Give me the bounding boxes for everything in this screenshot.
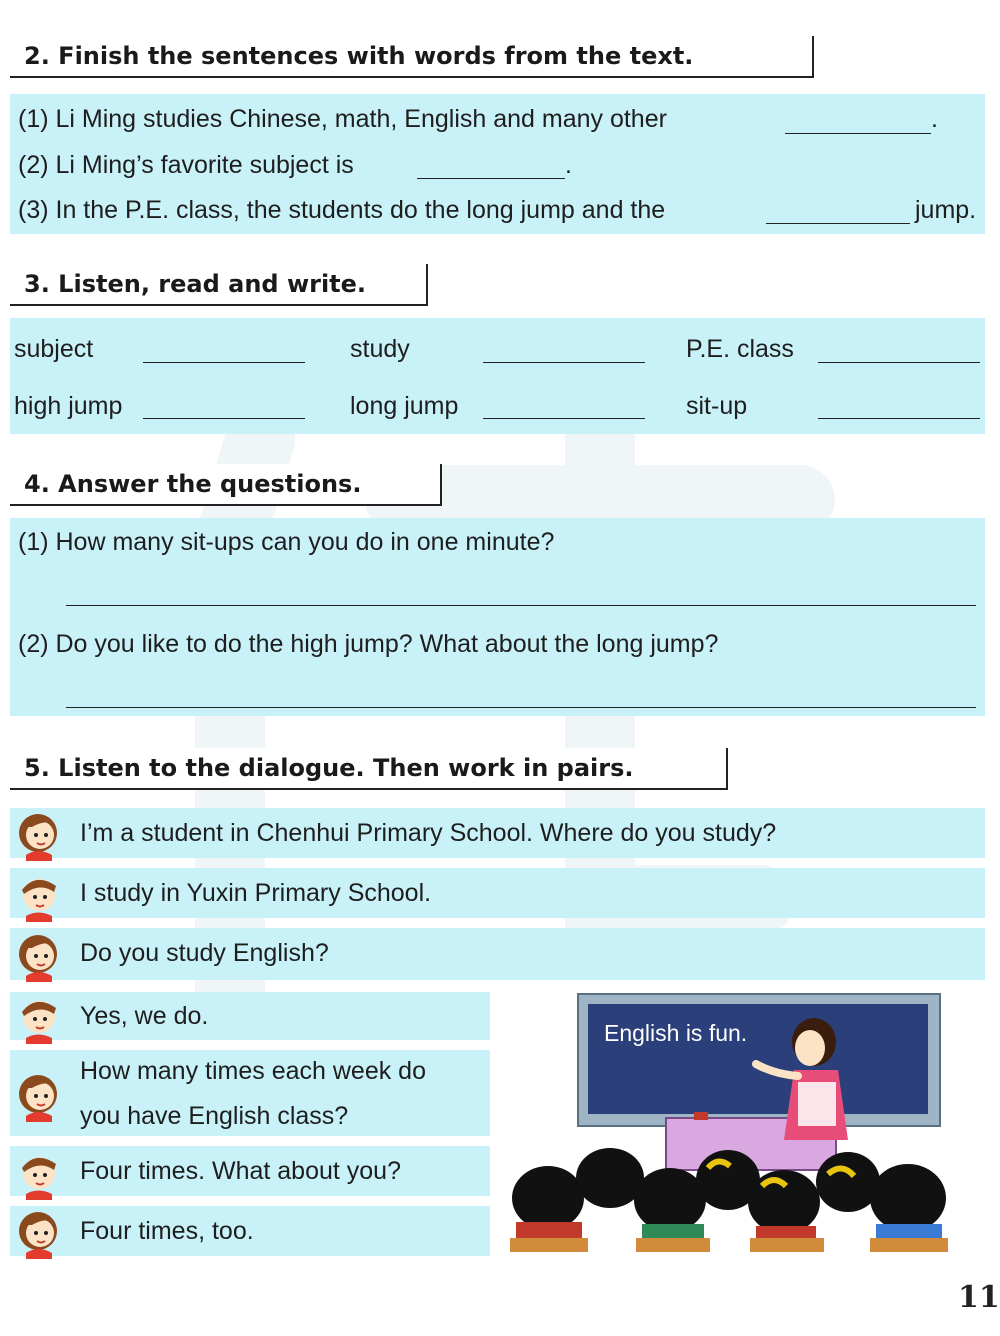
students-row <box>498 990 978 1260</box>
word-pe-class: P.E. class <box>686 335 794 363</box>
dialogue-line-1: I’m a student in Chenhui Primary School. Where do you study? <box>80 819 777 847</box>
section-5-heading: 5. Listen to the dialogue. Then work in pairs. <box>10 748 728 790</box>
dialogue-line-5b: you have English class? <box>80 1102 349 1130</box>
word-study: study <box>350 335 410 363</box>
dialogue-line-3: Do you study English? <box>80 939 329 967</box>
word-long-jump-blank[interactable] <box>483 418 645 419</box>
word-sit-up: sit-up <box>686 392 748 420</box>
word-sit-up-blank[interactable] <box>818 418 980 419</box>
girl-avatar-icon <box>10 926 66 982</box>
word-subject: subject <box>14 335 94 363</box>
sentence-1-text: (1) Li Ming studies Chinese, math, English and many other <box>18 105 667 133</box>
sentence-2-blank[interactable] <box>417 178 565 179</box>
section-4-heading: 4. Answer the questions. <box>10 464 442 506</box>
classroom-illustration <box>498 990 978 1260</box>
question-1-text: (1) How many sit-ups can you do in one minute? <box>18 528 555 556</box>
page-number: 11 <box>958 1280 1000 1315</box>
section-3-band <box>10 318 985 434</box>
sentence-2-end: . <box>565 151 572 179</box>
question-2-text: (2) Do you like to do the high jump? What about the long jump? <box>18 630 719 658</box>
sentence-3-end: jump. <box>915 196 977 224</box>
word-subject-blank[interactable] <box>143 362 305 363</box>
sentence-3-text: (3) In the P.E. class, the students do the long jump and the <box>18 196 666 224</box>
girl-avatar-icon <box>10 1066 66 1122</box>
dialogue-line-4: Yes, we do. <box>80 1002 209 1030</box>
girl-avatar-icon <box>10 1203 66 1259</box>
dialogue-line-5a: How many times each week do <box>80 1057 426 1085</box>
sentence-1-end: . <box>931 105 938 133</box>
dialogue-line-2: I study in Yuxin Primary School. <box>80 879 432 907</box>
dialogue-line-7: Four times, too. <box>80 1217 254 1245</box>
sentence-2-text: (2) Li Ming’s favorite subject is <box>18 151 354 179</box>
word-study-blank[interactable] <box>483 362 645 363</box>
word-high-jump-blank[interactable] <box>143 418 305 419</box>
boy-avatar-icon <box>10 1144 66 1200</box>
boy-avatar-icon <box>10 866 66 922</box>
answer-1-line[interactable] <box>66 605 976 606</box>
word-long-jump: long jump <box>350 392 459 420</box>
section-3-heading: 3. Listen, read and write. <box>10 264 428 306</box>
blackboard-text: English is fun. <box>604 1020 748 1046</box>
answer-2-line[interactable] <box>66 707 976 708</box>
sentence-3-blank[interactable] <box>766 223 910 224</box>
girl-avatar-icon <box>10 805 66 861</box>
boy-avatar-icon <box>10 988 66 1044</box>
word-high-jump: high jump <box>14 392 123 420</box>
section-2-heading: 2. Finish the sentences with words from the text. <box>10 36 814 78</box>
dialogue-line-6: Four times. What about you? <box>80 1157 401 1185</box>
sentence-1-blank[interactable] <box>785 133 931 134</box>
word-pe-class-blank[interactable] <box>818 362 980 363</box>
